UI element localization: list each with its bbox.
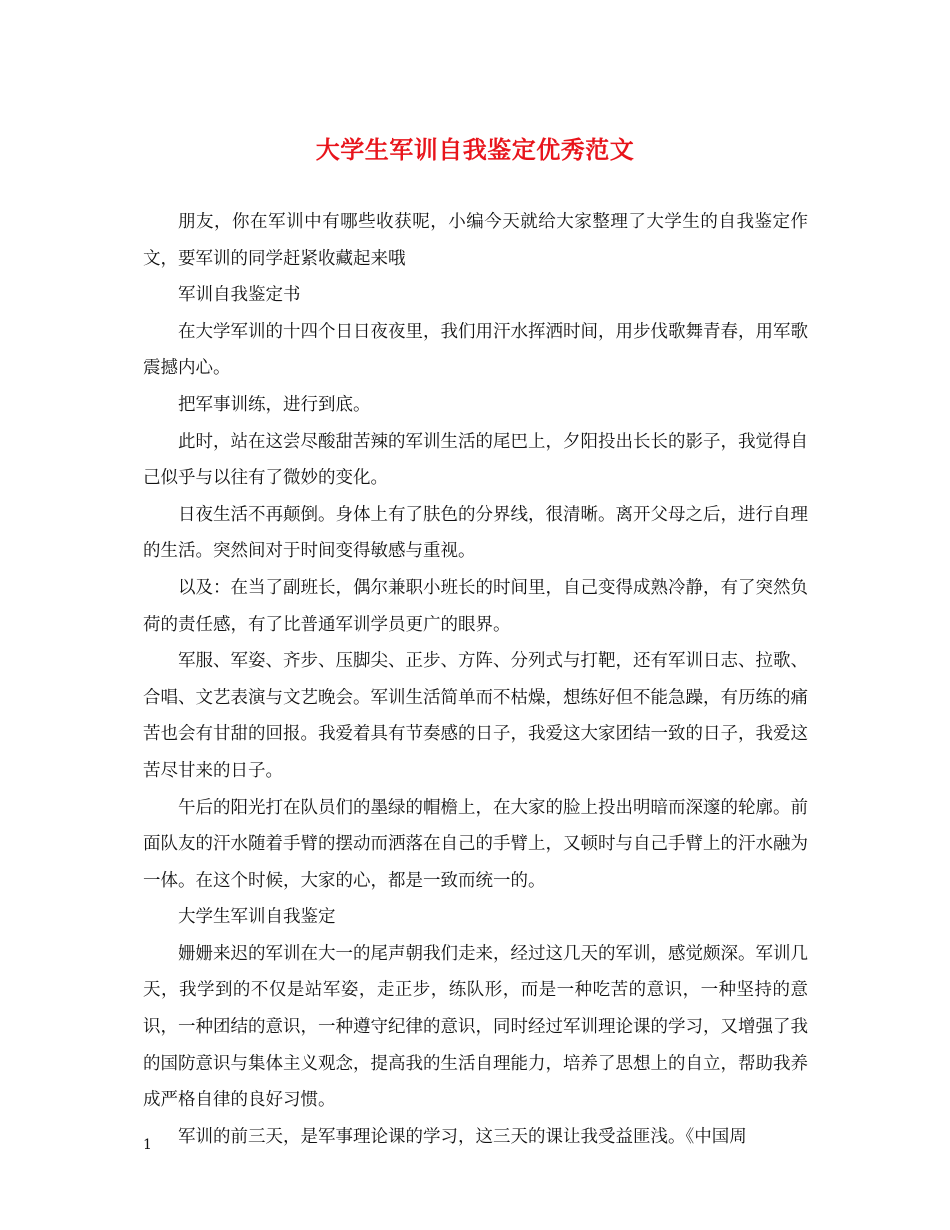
paragraph: 午后的阳光打在队员们的墨绿的帽檐上，在大家的脸上投出明暗而深邃的轮廓。前面队友的汗水随着手臂的摆动而洒落在自己的手臂上，又顿时与自己手臂上的汗水融为一体。在这个时候，大家的心，都是一致而统一的。 xyxy=(143,797,808,891)
paragraph: 以及：在当了副班长，偶尔兼职小班长的时间里，自己变得成熟冷静，有了突然负荷的责任感，有了比普通军训学员更广的眼界。 xyxy=(143,577,808,635)
paragraph: 日夜生活不再颠倒。身体上有了肤色的分界线，很清晰。离开父母之后，进行自理的生活。突然间对于时间变得敏感与重视。 xyxy=(143,504,808,562)
paragraph: 姗姗来迟的军训在大一的尾声朝我们走来，经过这几天的军训，感觉颇深。军训几天，我学到的不仅是站军姿，走正步，练队形，而是一种吃苦的意识，一种坚持的意识，一种团结的意识，一种遵守纪律的意识，同时经过军训理论课的学习，又增强了我的国防意识与集体主义观念，提高我的生活自理能力，培养了思想上的自立，帮助我养成严格自律的良好习惯。 xyxy=(143,943,808,1111)
document-title: 大学生军训自我鉴定优秀范文 xyxy=(315,135,635,164)
document-body xyxy=(143,204,808,1155)
paragraph: 军服、军姿、齐步、压脚尖、正步、方阵、分列式与打靶，还有军训日志、拉歌、合唱、文艺表演与文艺晚会。军训生活简单而不枯燥，想练好但不能急躁，有历练的痛苦也会有甘甜的回报。我爱着具有节奏感的日子，我爱这大家团结一致的日子，我爱这苦尽甘来的日子。 xyxy=(143,651,808,781)
paragraph: 朋友，你在军训中有哪些收获呢，小编今天就给大家整理了大学生的自我鉴定作文，要军训的同学赶紧收藏起来哦 xyxy=(143,212,808,269)
paragraph: 军训的前三天，是军事理论课的学习，这三天的课让我受益匪浅。《中国周 xyxy=(178,1126,747,1147)
paragraph-heading: 大学生军训自我鉴定 xyxy=(178,907,336,928)
paragraph: 在大学军训的十四个日日夜夜里，我们用汗水挥洒时间，用步伐歌舞青春，用军歌震撼内心。 xyxy=(143,321,808,379)
paragraph-heading: 军训自我鉴定书 xyxy=(178,285,301,306)
paragraph: 此时，站在这尝尽酸甜苦辣的军训生活的尾巴上，夕阳投出长长的影子，我觉得自己似乎与以往有了微妙的变化。 xyxy=(143,431,808,489)
paragraph: 把军事训练，进行到底。 xyxy=(178,394,371,415)
page-number: 1 xyxy=(143,1137,152,1153)
